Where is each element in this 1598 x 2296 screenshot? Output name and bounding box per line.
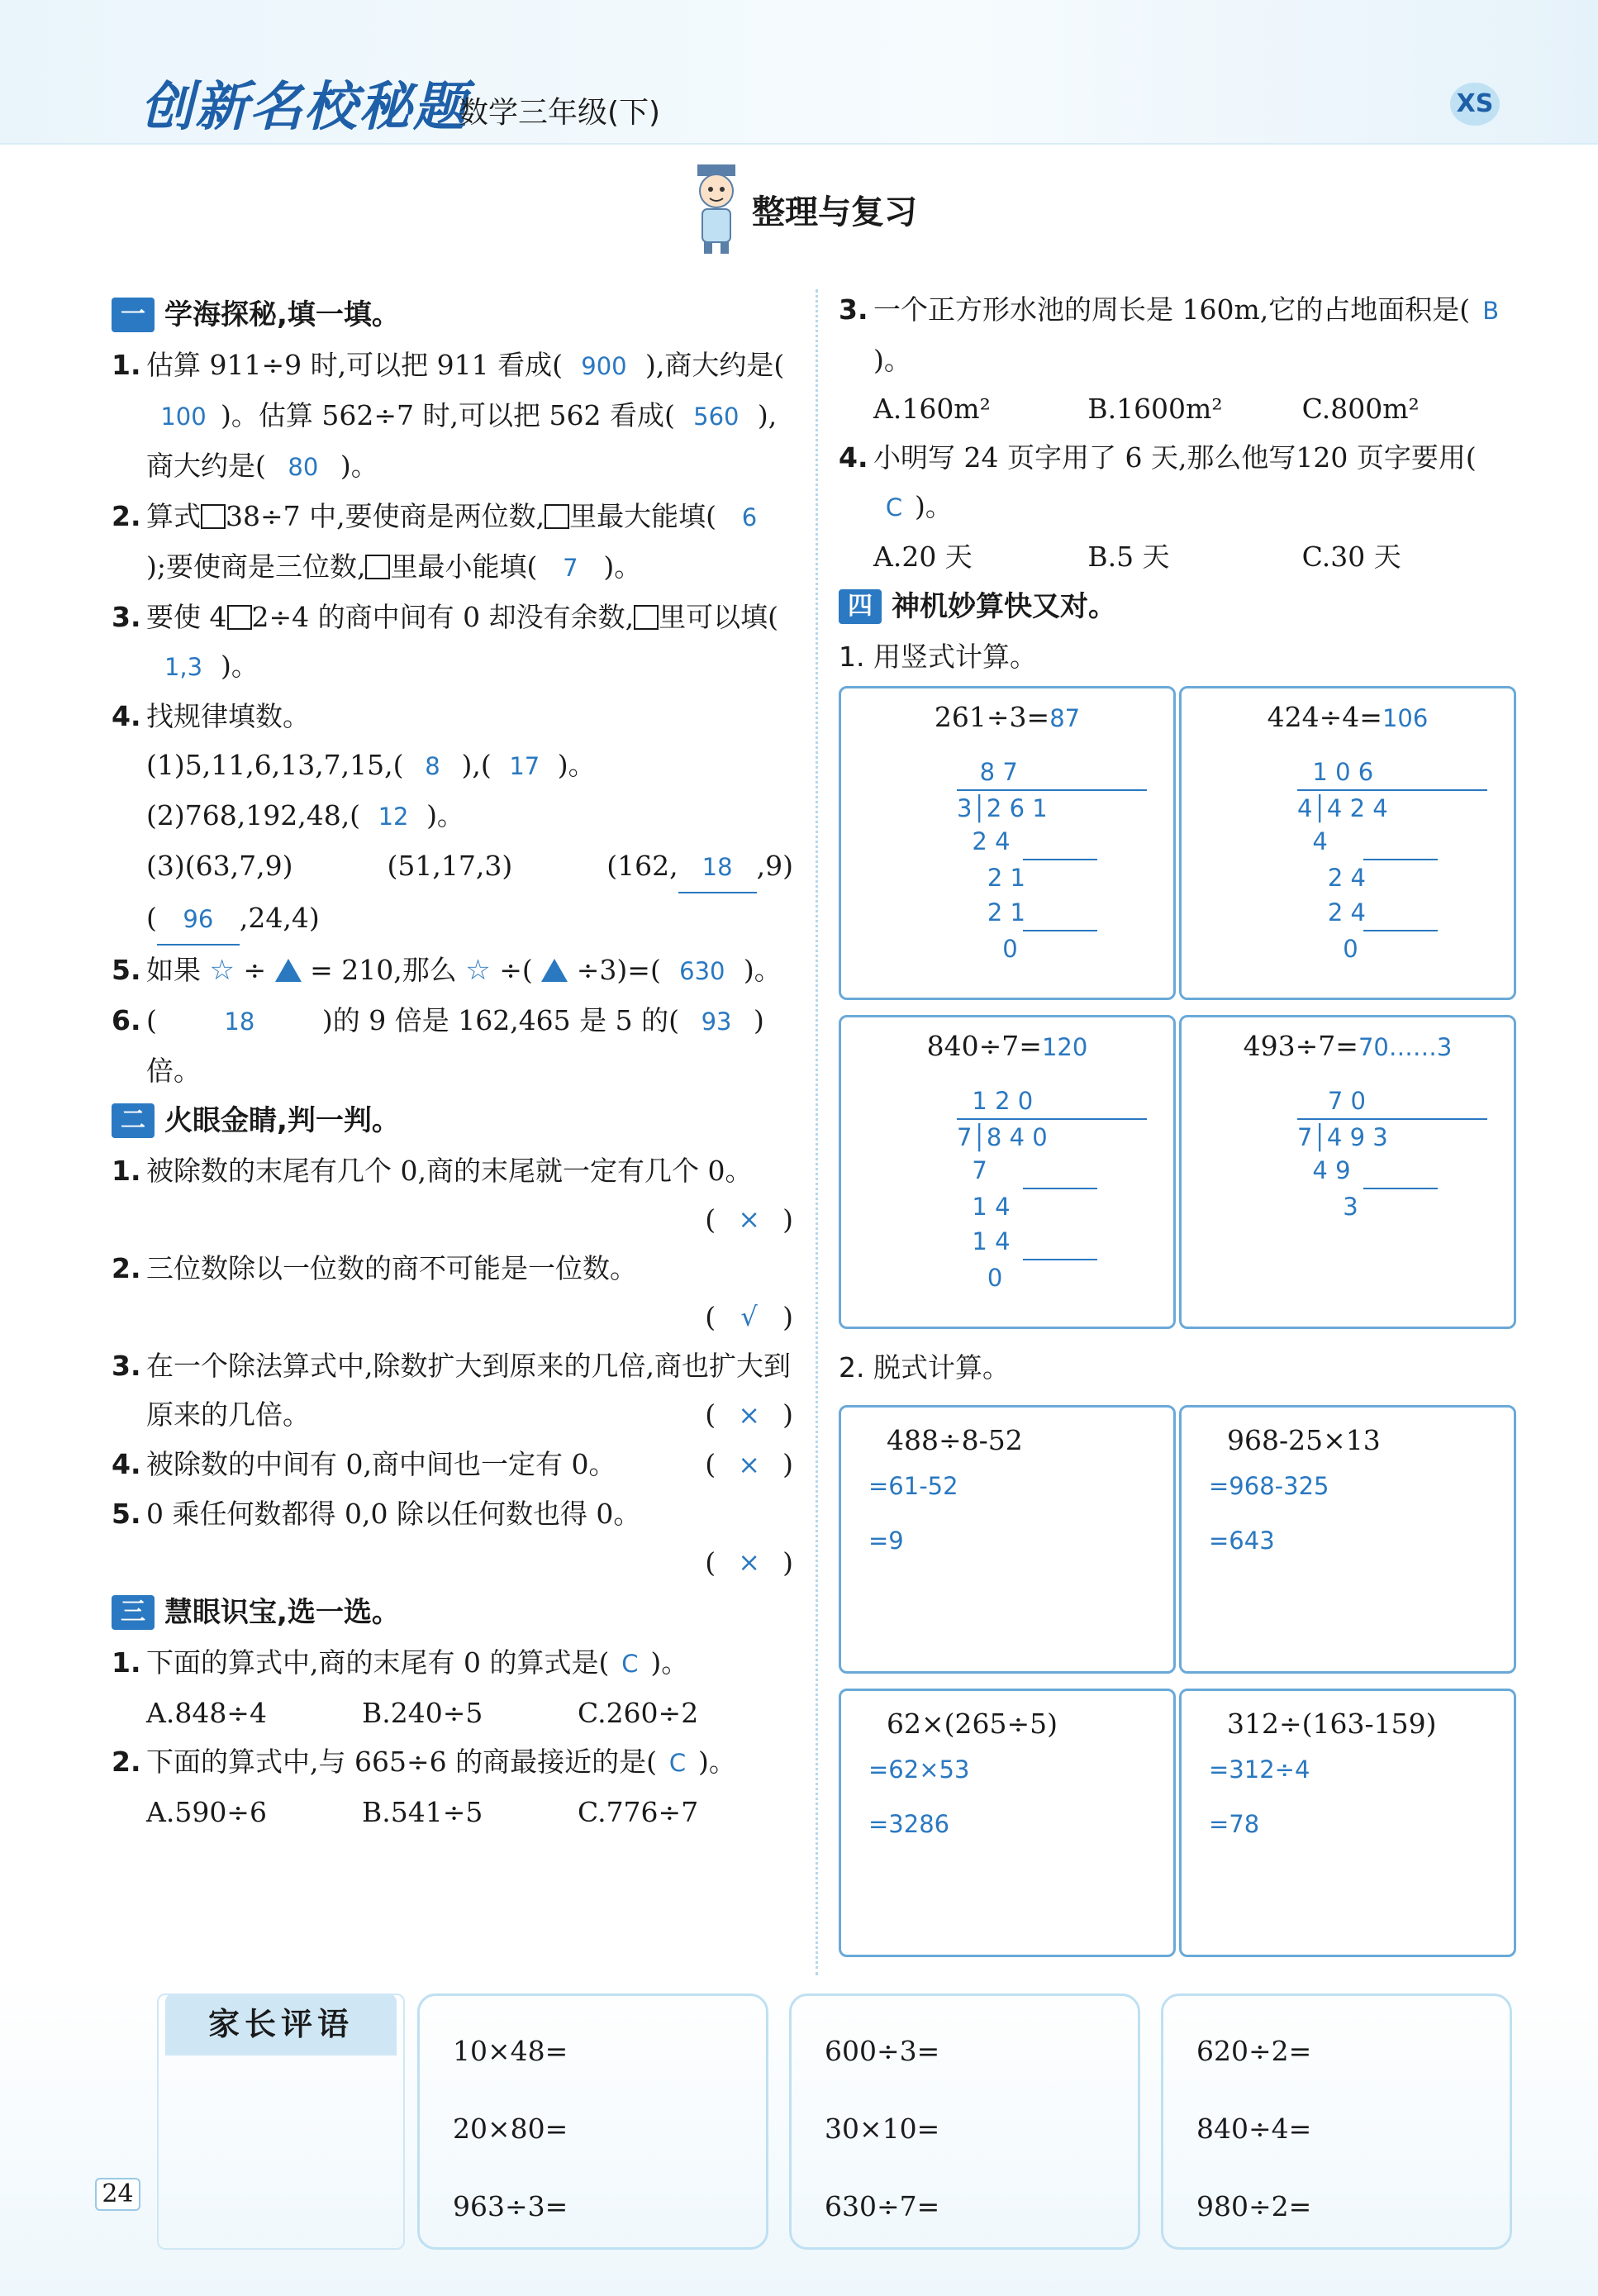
text: 估算 911÷9 时,可以把 911 看成(: [146, 349, 563, 381]
text: = 210,那么: [310, 954, 457, 986]
text: 在一个除法算式中,除数扩大到原来的几倍,商也扩大到原来的几倍。: [146, 1350, 791, 1431]
blank-box: [365, 555, 390, 579]
question-number: 3.: [112, 1350, 141, 1382]
text: )。: [873, 344, 911, 376]
answer: 7: [563, 554, 578, 582]
answer: 100: [160, 403, 207, 431]
question-1-1: [112, 341, 793, 492]
long-division: [1297, 755, 1487, 966]
text: (: [146, 902, 157, 934]
column-divider: [816, 289, 818, 1975]
text: ,9): [756, 850, 793, 882]
option: C.260÷2: [578, 1697, 699, 1729]
option: A.848÷4: [146, 1697, 267, 1729]
judge-item: [112, 1489, 793, 1538]
answer: 12: [378, 803, 409, 831]
step-calc-box: [1179, 1405, 1516, 1674]
question-text: [873, 433, 1516, 532]
answer: C: [668, 1749, 687, 1777]
step-row: 7: [957, 1156, 987, 1184]
right-column: [839, 285, 1516, 681]
calc-expression: [1182, 701, 1514, 733]
calc-step: =62×53: [868, 1755, 970, 1784]
calc-step: =78: [1209, 1810, 1260, 1838]
question-text: [146, 692, 793, 946]
answer: C: [885, 493, 903, 522]
text: (1)5,11,6,13,7,15,(: [146, 749, 404, 781]
text: ,24,4): [239, 902, 320, 934]
answer: 120: [1041, 1033, 1088, 1061]
question-text: 被除数的末尾有几个 0,商的末尾就一定有几个 0。: [146, 1155, 753, 1187]
section-title: 火眼金睛,判一判。: [164, 1103, 400, 1137]
question-text: 被除数的中间有 0,商中间也一定有 0。 ( × ): [146, 1440, 793, 1489]
judge-answer: ( √ ): [112, 1293, 793, 1341]
text: 如果: [146, 954, 201, 986]
calc-step: =9: [868, 1527, 904, 1555]
step-row: 2 4: [1297, 864, 1366, 892]
step-row: 1 4: [957, 1227, 1011, 1255]
vertical-calc-grid: [839, 686, 1516, 1329]
answer: 96: [157, 895, 240, 946]
question-text: [146, 1638, 793, 1689]
left-column: [112, 289, 793, 1836]
question-number: 4.: [112, 1448, 141, 1480]
answer: 18: [678, 843, 757, 893]
question-1-3: [112, 593, 793, 692]
question-text: 在一个除法算式中,除数扩大到原来的几倍,商也扩大到原来的几倍。 ( × ): [146, 1341, 793, 1440]
text: 2÷4 的商中间有 0 却没有余数,: [251, 601, 635, 633]
blank-box: [201, 504, 226, 529]
section-title: 慧眼识宝,选一选。: [164, 1595, 400, 1629]
text: (162,: [606, 850, 678, 882]
calc-expression: 312÷(163-159): [1227, 1708, 1437, 1740]
step-calc-box: [839, 1405, 1176, 1674]
answer: 560: [693, 403, 740, 431]
option: B.1600m²: [1087, 393, 1223, 425]
text: 被除数的中间有 0,商中间也一定有 0。: [146, 1448, 616, 1480]
question-number: 1.: [112, 349, 141, 381]
answer: C: [621, 1650, 639, 1678]
choice-options: [839, 384, 1516, 433]
long-division: [957, 755, 1147, 966]
oral-item: 30×10=: [825, 2113, 940, 2145]
remainder-row: 0: [957, 935, 1018, 963]
section-4-heading: [839, 581, 1516, 632]
text: )。: [557, 749, 596, 781]
question-text: 三位数除以一位数的商不可能是一位数。: [146, 1252, 637, 1284]
remainder-row: 0: [957, 1264, 1003, 1292]
question-number: 2.: [112, 1746, 141, 1778]
calc-expression: [841, 701, 1173, 733]
answer: 6: [741, 503, 758, 531]
option: B.5 天: [1087, 541, 1170, 573]
quotient-row: 8 7: [957, 758, 1018, 786]
oral-item: 980÷2=: [1196, 2190, 1312, 2222]
question-number: 4.: [839, 441, 868, 474]
choice-options: [112, 1689, 793, 1737]
section-1-heading: [112, 289, 793, 341]
step-calc-grid: [839, 1405, 1516, 1957]
remainder-row: 0: [1297, 935, 1358, 963]
text: ),商大约是(: [644, 349, 785, 381]
step-row: 2 4: [957, 827, 1011, 855]
section-3-heading: [112, 1587, 793, 1638]
oral-item: 600÷3=: [825, 2035, 940, 2067]
dividend-row: 7│8 4 0: [957, 1118, 1147, 1153]
question-text: [146, 492, 793, 593]
calc-expression: [1182, 1030, 1514, 1062]
answer: 93: [701, 1007, 732, 1036]
step-row: 4 9: [1297, 1156, 1351, 1184]
oral-item: 963÷3=: [453, 2190, 568, 2222]
judge-item: [112, 1341, 793, 1440]
choice-question: [112, 1638, 793, 1689]
question-number: 1.: [112, 1646, 141, 1679]
text: (51,17,3): [387, 850, 513, 882]
calc-step: =312÷4: [1209, 1755, 1310, 1784]
text: ÷3)=(: [576, 954, 661, 986]
pattern-line-4: [146, 893, 793, 946]
text: )。估算 562÷7 时,可以把 562 看成(: [221, 399, 675, 431]
triangle-icon: [541, 959, 568, 982]
calc-expression: [841, 1030, 1173, 1062]
blank-box: [545, 504, 569, 529]
text: 找规律填数。: [146, 700, 310, 732]
option: C.800m²: [1301, 393, 1420, 425]
judge-item: [112, 1244, 793, 1293]
choice-options: [112, 1788, 793, 1836]
blank-box: [227, 605, 252, 630]
text: 一个正方形水池的周长是 160m,它的占地面积是(: [873, 293, 1471, 326]
text: )。: [340, 450, 378, 482]
text: 里可以填(: [659, 601, 778, 633]
question-number: 3.: [112, 601, 141, 633]
question-number: 1.: [112, 1155, 141, 1187]
judge-answer: ( × ): [112, 1195, 793, 1244]
text: 里最大能填(: [569, 500, 716, 532]
text: );要使商是三位数,: [146, 550, 366, 583]
oral-calc-card: [417, 1994, 768, 2250]
text: 493÷7=: [1243, 1030, 1358, 1062]
step-calc-box: [839, 1689, 1176, 1957]
dividend-row: 4│4 2 4: [1297, 789, 1487, 824]
answer: 1,3: [164, 653, 203, 681]
question-1-6: [112, 996, 793, 1095]
question-number: 2.: [112, 1252, 141, 1284]
calc-step: =3286: [868, 1810, 950, 1838]
step-row: 2 4: [1297, 898, 1366, 926]
text: ÷(: [499, 954, 533, 986]
option: C.30 天: [1301, 541, 1401, 573]
pattern-line-1: [146, 741, 793, 791]
question-text: [146, 1737, 793, 1788]
brand-logo: 创新名校秘题: [140, 77, 468, 138]
vertical-calc-box: [839, 1015, 1176, 1329]
edition-badge: XS: [1450, 83, 1500, 126]
remainder-row: 3: [1297, 1193, 1358, 1221]
long-division: [957, 1084, 1147, 1295]
section-number: 二: [112, 1103, 155, 1138]
question-text: [146, 946, 793, 996]
answer: ×: [738, 1449, 761, 1480]
question-number: 6.: [112, 1004, 141, 1036]
text: 38÷7 中,要使商是两位数,: [226, 500, 545, 532]
oral-calc-card: [789, 1994, 1140, 2250]
step-calc-box: [1179, 1689, 1516, 1957]
question-text: [146, 593, 793, 692]
text: 算式: [146, 500, 201, 532]
text: 要使 4: [146, 601, 227, 633]
text: 下面的算式中,与 665÷6 的商最接近的是(: [146, 1746, 657, 1778]
step-row: 4: [1297, 827, 1328, 855]
question-number: 2.: [112, 500, 141, 532]
vertical-calc-box: [839, 686, 1176, 1000]
option: A.160m²: [873, 393, 991, 425]
pattern-line-2: [146, 791, 793, 841]
answer: 80: [288, 453, 319, 481]
text: (: [146, 1004, 157, 1036]
calc-expression: 968-25×13: [1227, 1424, 1381, 1456]
oral-item: 20×80=: [453, 2113, 568, 2145]
text: )。: [697, 1746, 736, 1778]
question-text: [146, 341, 793, 492]
text: 小明写 24 页字用了 6 天,那么他写120 页字要用(: [873, 441, 1477, 474]
text: )倍。: [146, 1004, 764, 1087]
answer: 70……3: [1358, 1033, 1453, 1061]
text: )。: [915, 490, 953, 522]
question-1-4: [112, 692, 793, 946]
answer: 106: [1382, 704, 1429, 732]
answer: ×: [738, 1399, 761, 1431]
question-number: 4.: [112, 700, 141, 732]
page-number: 24: [95, 2178, 140, 2211]
question-number: 5.: [112, 954, 141, 986]
question-text: [873, 285, 1516, 384]
text: 261÷3=: [934, 701, 1050, 733]
choice-question: [112, 1737, 793, 1788]
star-icon: ☆: [465, 954, 491, 987]
oral-item: 630÷7=: [825, 2190, 940, 2222]
answer: B: [1482, 297, 1500, 325]
mascot-icon: [686, 161, 748, 256]
dividend-row: 7│4 9 3: [1297, 1118, 1487, 1153]
option: A.590÷6: [146, 1796, 267, 1828]
quotient-row: 1 2 0: [957, 1087, 1034, 1115]
judge-item: [112, 1440, 793, 1489]
text: 里最小能填(: [390, 550, 538, 583]
text: )。: [221, 650, 259, 682]
sub-question-label: 2. 脱式计算。: [839, 1351, 1010, 1384]
option: A.20 天: [873, 541, 973, 573]
oral-item: 10×48=: [453, 2035, 568, 2067]
option: C.776÷7: [578, 1796, 699, 1828]
step-row: 2 1: [957, 898, 1025, 926]
blank-box: [634, 605, 659, 630]
question-number: 3.: [839, 293, 868, 326]
section-title: 学海探秘,填一填。: [164, 298, 400, 331]
option: B.541÷5: [362, 1796, 483, 1828]
calc-step: =61-52: [868, 1472, 958, 1500]
answer: 630: [679, 957, 725, 985]
step-row: 2 1: [957, 864, 1025, 892]
vertical-calc-box: [1179, 1015, 1516, 1329]
parent-comment-label: 家长评语: [165, 1994, 397, 2055]
question-1-5: [112, 946, 793, 996]
quotient-row: 1 0 6: [1297, 758, 1374, 786]
answer: 17: [509, 752, 540, 780]
section-title: 神机妙算快又对。: [892, 589, 1116, 623]
option: B.240÷5: [362, 1697, 483, 1729]
answer: ×: [738, 1203, 761, 1235]
judge-item: [112, 1146, 793, 1195]
oral-item: 620÷2=: [1196, 2035, 1312, 2067]
text: ),商大约是(: [146, 399, 778, 482]
section-number: 一: [112, 298, 155, 332]
text: )。: [743, 954, 782, 986]
triangle-icon: [275, 959, 302, 982]
oral-calc-card: [1161, 1994, 1512, 2250]
answer: 900: [581, 352, 627, 380]
text: (3)(63,7,9): [146, 850, 293, 882]
text: 下面的算式中,商的末尾有 0 的算式是(: [146, 1646, 610, 1679]
text: ),(: [461, 749, 492, 781]
choice-question: [839, 285, 1516, 384]
calc-expression: 488÷8-52: [887, 1424, 1023, 1456]
answer: 8: [425, 752, 440, 780]
sub-question-label: 1. 用竖式计算。: [839, 641, 1037, 673]
page-title: 整理与复习: [752, 193, 917, 231]
text: 840÷7=: [926, 1030, 1042, 1062]
oral-item: 840÷4=: [1196, 2113, 1312, 2145]
question-1-2: [112, 492, 793, 593]
calc-expression: 62×(265÷5): [887, 1708, 1058, 1740]
question-text: [146, 996, 793, 1095]
text: )。: [650, 1646, 689, 1679]
text: (2)768,192,48,(: [146, 799, 361, 831]
choice-options: [839, 532, 1516, 581]
text: ÷: [243, 954, 267, 986]
step-row: 1 4: [957, 1193, 1011, 1221]
text: )。: [426, 799, 464, 831]
star-icon: ☆: [209, 954, 235, 987]
section-2-heading: [112, 1095, 793, 1146]
text: )。: [603, 550, 642, 583]
answer: ×: [738, 1546, 761, 1578]
dividend-row: 3│2 6 1: [957, 789, 1147, 824]
pattern-line-3: [146, 841, 793, 893]
section-number: 三: [112, 1595, 155, 1630]
answer: 87: [1049, 704, 1081, 732]
section-number: 四: [839, 589, 882, 624]
vertical-calc-box: [1179, 686, 1516, 1000]
text: )的 9 倍是 162,465 是 5 的(: [321, 1004, 680, 1036]
question-text: 0 乘任何数都得 0,0 除以任何数也得 0。: [146, 1498, 641, 1530]
text: 424÷4=: [1267, 701, 1382, 733]
quotient-row: 7 0: [1297, 1087, 1366, 1115]
answer: 18: [224, 1007, 255, 1036]
long-division: [1297, 1084, 1487, 1224]
judge-answer: ( × ): [112, 1538, 793, 1587]
calc-step: =643: [1209, 1527, 1275, 1555]
calc-step: =968-325: [1209, 1472, 1329, 1500]
question-number: 5.: [112, 1498, 141, 1530]
choice-question: [839, 433, 1516, 532]
answer: √: [740, 1301, 758, 1332]
book-subtitle: 数学三年级(下): [459, 96, 661, 130]
